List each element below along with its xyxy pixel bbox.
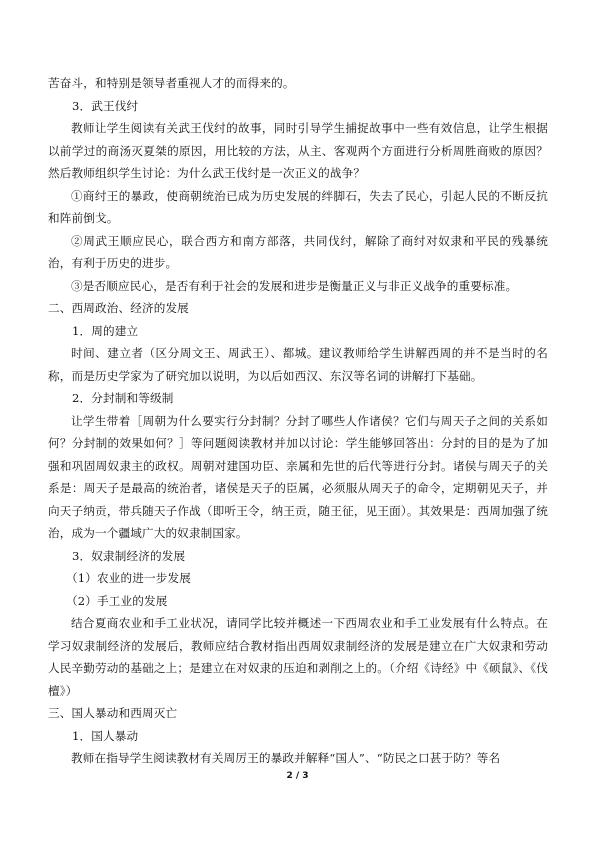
- paragraph-point-3: ③是否顺应民心，是否有利于社会的发展和进步是衡量正义与非正义战争的重要标准。: [71, 278, 518, 293]
- subheading-zhou-founding: 1．周的建立: [72, 323, 139, 338]
- item-agriculture: （1）农业的进一步发展: [66, 571, 191, 585]
- subheading-wuwang-fazhou: 3．武王伐纣: [72, 98, 139, 113]
- section-heading-3: 三、国人暴动和西周灭亡: [48, 706, 178, 720]
- paragraph-fenfeng: 让学生带着［周朝为什么要实行分封制？分封了哪些人作诸侯？它们与周天子之间的关系如何？分封制的效果如何？］等问题阅读教材并加以讨论：学生能够回答出：分封的目的是为了加强和巩固周奴隶主的政权。周朝对建国功臣、亲属和先世的后代等进行分封。诸侯与周天子的关系是：周天子是最高的统治者，诸侯是天子的臣属，必须服从周天子的命令，定期朝见天子，并向天子纳贡，带兵随天子作战（即听王令，纳王贡，随王征，见王面）。其效果是：西周加强了统治，成为一个疆域广大的奴隶制国家。: [48, 413, 548, 540]
- paragraph-zhou-founding: 时间、建立者（区分周文王、周武王）、都城。建议教师给学生讲解西周的并不是当时的名称，而是历史学家为了研究加以说明，为以后如西汉、东汉等名词的讲解打下基础。: [48, 346, 548, 383]
- page-number: 2 / 3: [286, 771, 309, 781]
- paragraph-economy: 结合夏商农业和手工业状况，请同学比较并概述一下西周农业和手工业发展有什么特点。在学习奴隶制经济的发展后，教师应结合教材指出西周奴隶制经济的发展是建立在广大奴隶和劳动人民辛勤劳动的基础之上；是建立在对奴隶的压迫和剥削之上的。（介绍《诗经》中《硕鼠》、《伐檀》）: [48, 616, 548, 698]
- document-body: [48, 72, 548, 770]
- subheading-guoren-riot: 1．国人暴动: [72, 728, 139, 743]
- paragraph-point-2: ②周武王顺应民心，联合西方和南方部落，共同伐纣，解除了商纣对奴隶和平民的残暴统治，有利于历史的进步。: [48, 233, 548, 270]
- paragraph-continuation: 苦奋斗，和特别是领导者重视人才的而得来的。: [48, 76, 295, 90]
- section-heading-2: 二、西周政治、经济的发展: [48, 301, 189, 315]
- subheading-economy: 3．奴隶制经济的发展: [72, 548, 186, 563]
- paragraph-point-1: ①商纣王的暴政，使商朝统治已成为历史发展的绊脚石，失去了民心，引起人民的不断反抗和阵前倒戈。: [48, 188, 548, 225]
- paragraph-guoren-riot: 教师在指导学生阅读教材有关周厉王的暴政并解释“国人”、“防民之口甚于防？等名: [71, 751, 501, 765]
- paragraph-wuwang-story: 教师让学生阅读有关武王伐纣的故事，同时引导学生捕捉故事中一些有效信息，让学生根据以前学过的商汤灭夏桀的原因，用比较的方法，从主、客观两个方面进行分析周胜商败的原因？然后教师组织学生讨论：为什么武王伐纣是一次正义的战争？: [48, 121, 548, 180]
- item-handicraft: （2）手工业的发展: [66, 593, 168, 608]
- subheading-fenfeng: 2．分封制和等级制: [72, 391, 174, 405]
